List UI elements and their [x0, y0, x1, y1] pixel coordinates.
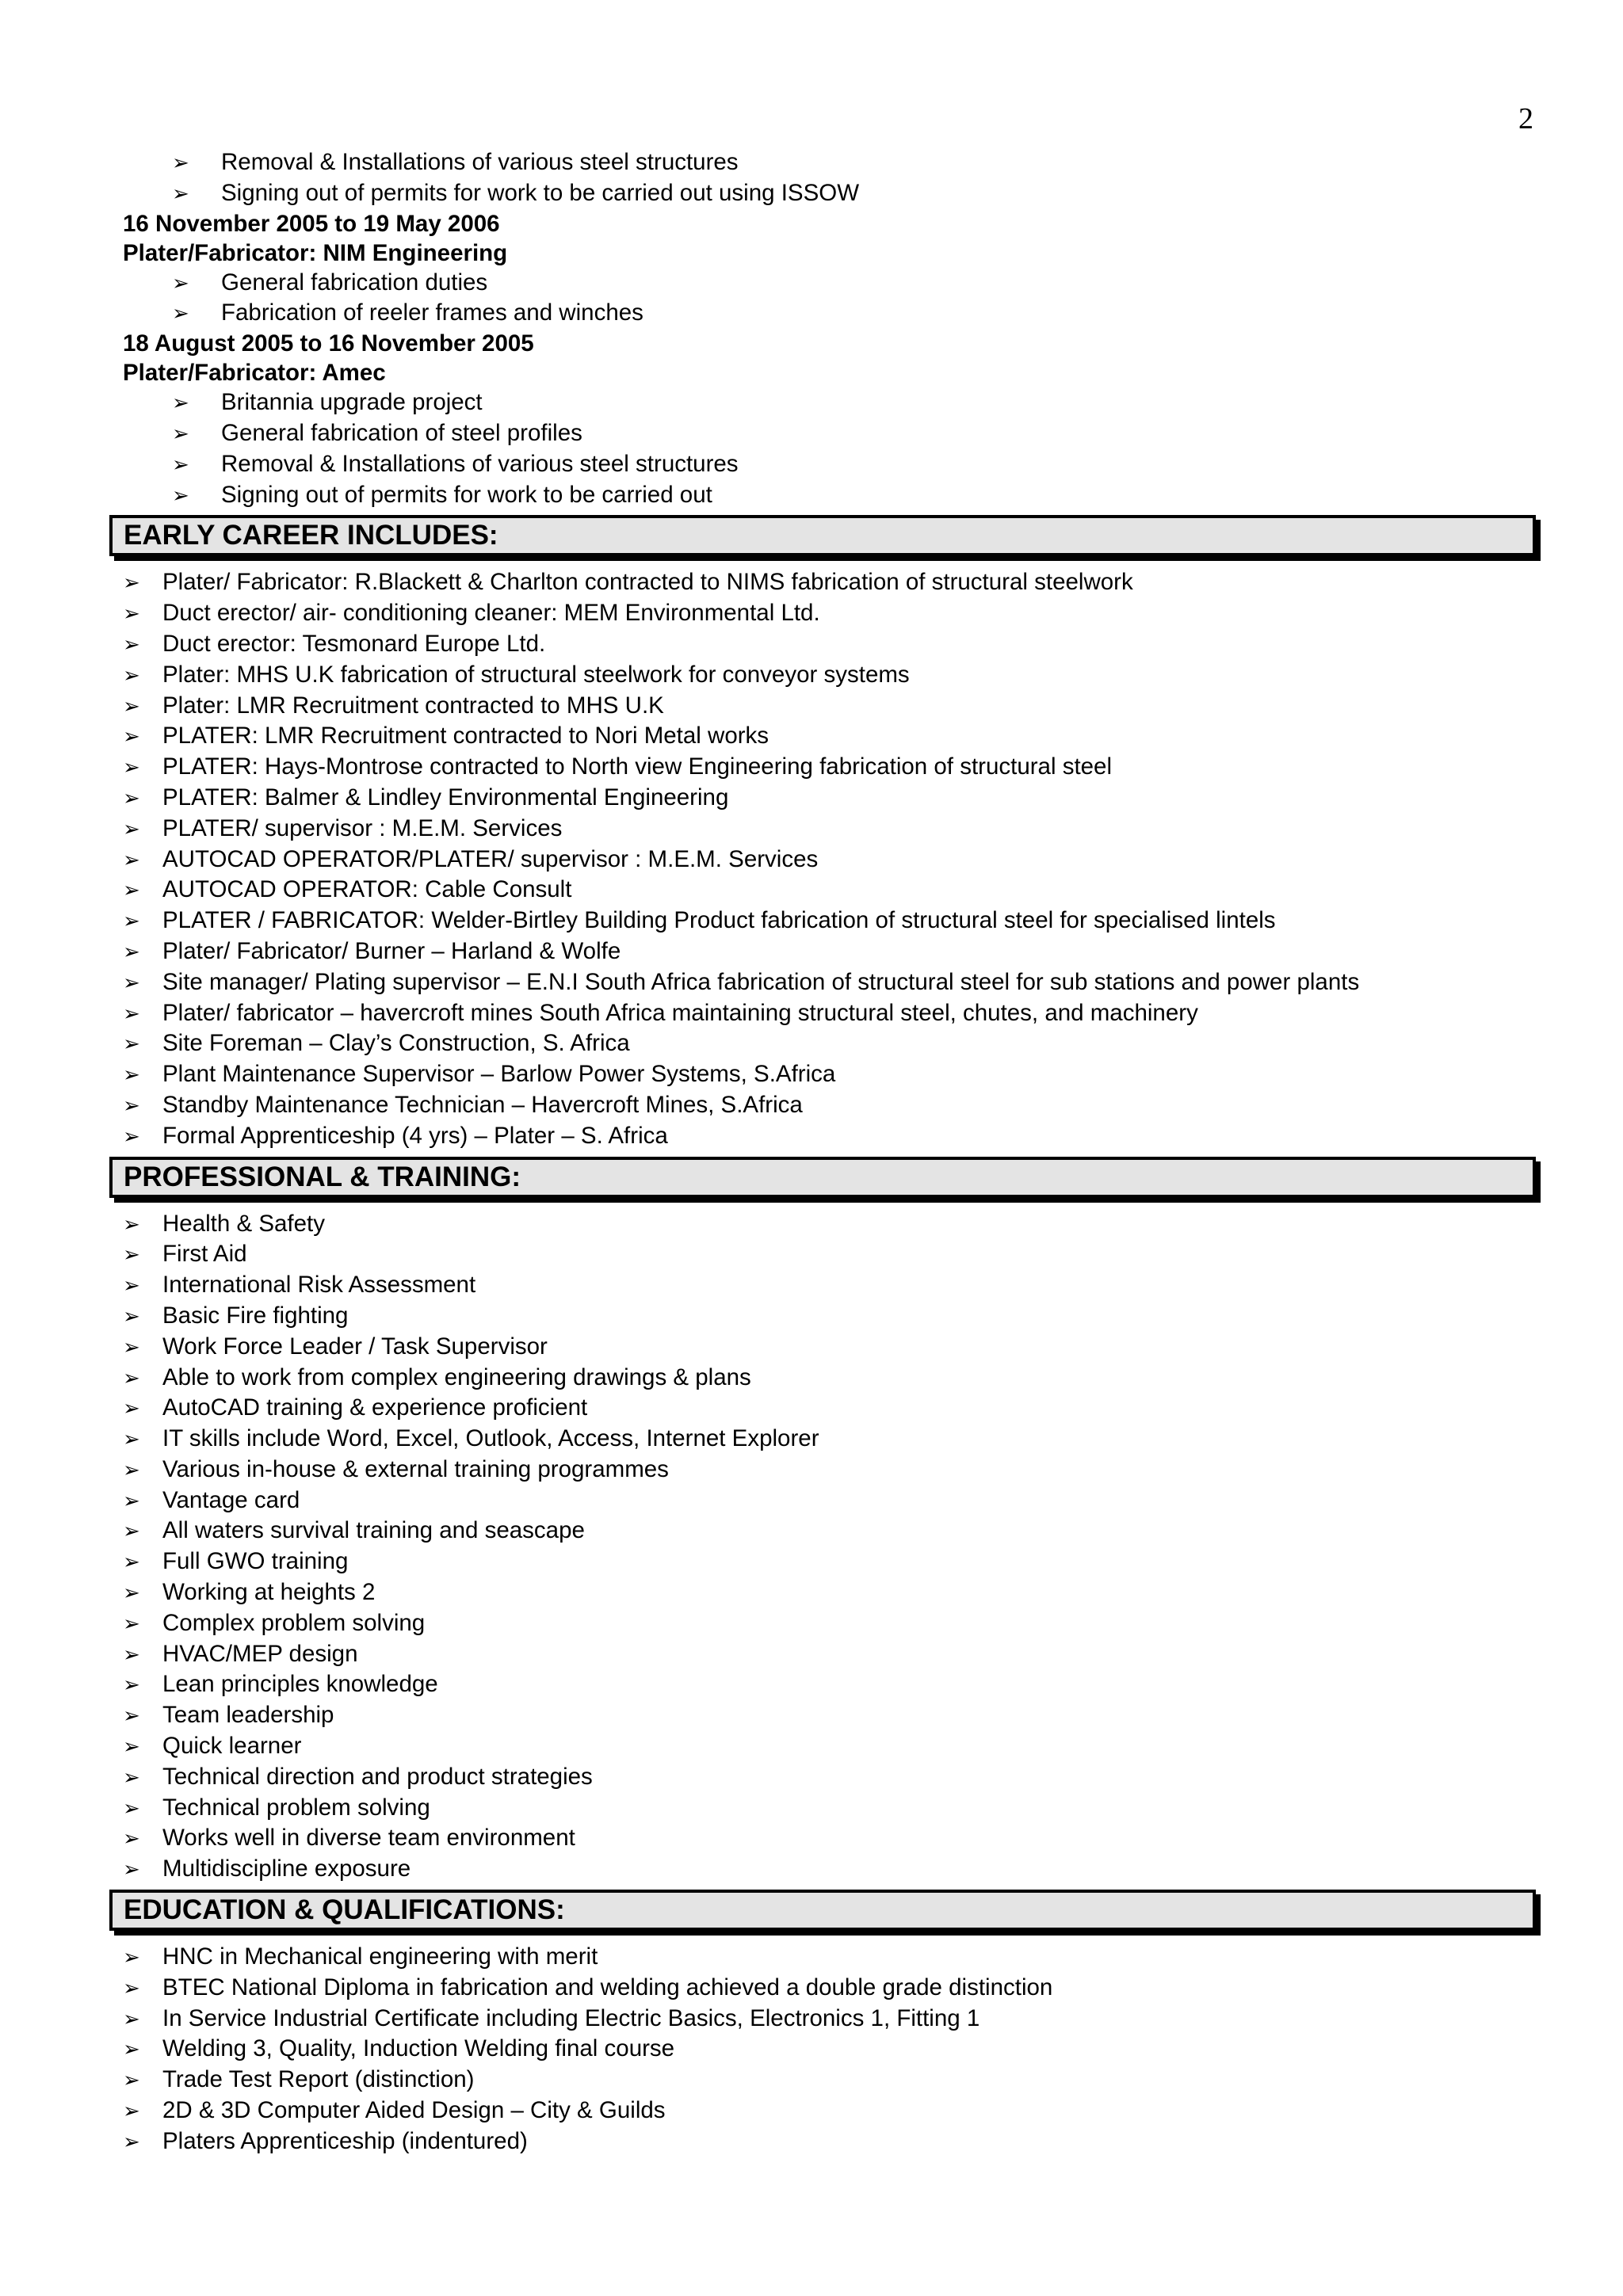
list-item: [123, 567, 1549, 598]
arrow-bullet-icon: ➢: [123, 2069, 140, 2093]
list-item: [123, 1393, 1549, 1424]
list-item: [123, 147, 1549, 178]
list-item: [123, 845, 1549, 875]
list-item: [123, 1270, 1549, 1301]
list-item: [123, 1486, 1549, 1516]
arrow-bullet-icon: ➢: [123, 2038, 140, 2062]
list-item-text: Site manager/ Plating supervisor – E.N.I South Africa fabrication of structural steel for sub stations and power plants: [162, 968, 1360, 995]
list-item: [123, 1700, 1549, 1731]
arrow-bullet-icon: ➢: [123, 1765, 140, 1790]
list-item-text: Plant Maintenance Supervisor – Barlow Power Systems, S.Africa: [162, 1061, 836, 1088]
arrow-bullet-icon: ➢: [123, 1212, 140, 1237]
list-item-text: Site Foreman – Clay’s Construction, S. Africa: [162, 1030, 630, 1057]
arrow-bullet-icon: ➢: [123, 940, 140, 964]
list-item-text: Plater: LMR Recruitment contracted to MHS U.K: [162, 692, 664, 719]
list-item-text: PLATER / FABRICATOR: Welder-Birtley Building Product fabrication of structural steel for specialised lintels: [162, 907, 1276, 934]
list-item: [123, 418, 1549, 449]
job-bullets: [123, 268, 1549, 330]
job-role: Plater/Fabricator: NIM Engineering: [123, 239, 508, 266]
list-item-text: Plater/ Fabricator/ Burner – Harland & Wolfe: [162, 937, 621, 964]
list-item: [123, 1793, 1549, 1824]
list-item-text: Multidiscipline exposure: [162, 1855, 411, 1882]
arrow-bullet-icon: ➢: [123, 1001, 140, 1026]
list-item-text: Duct erector: Tesmonard Europe Ltd.: [162, 630, 546, 657]
list-item: [123, 2004, 1549, 2035]
arrow-bullet-icon: ➢: [123, 1093, 140, 1118]
arrow-bullet-icon: ➢: [123, 1796, 140, 1821]
list-item-text: HNC in Mechanical engineering with merit: [162, 1943, 598, 1970]
arrow-bullet-icon: ➢: [172, 151, 189, 175]
section-heading-text: EARLY CAREER INCLUDES:: [109, 515, 1536, 556]
job-dates: 16 November 2005 to 19 May 2006: [123, 210, 500, 237]
arrow-bullet-icon: ➢: [123, 1458, 140, 1482]
arrow-bullet-icon: ➢: [172, 181, 189, 206]
list-item-text: Work Force Leader / Task Supervisor: [162, 1333, 548, 1360]
list-item-text: PLATER: LMR Recruitment contracted to Nori Metal works: [162, 723, 769, 749]
list-item: [123, 387, 1549, 418]
list-item-text: Removal & Installations of various steel structures: [221, 450, 739, 477]
list-item-text: Signing out of permits for work to be carried out using ISSOW: [221, 179, 860, 206]
arrow-bullet-icon: ➢: [123, 910, 140, 934]
list-item: [123, 1209, 1549, 1240]
arrow-bullet-icon: ➢: [123, 1581, 140, 1606]
list-item-text: Welding 3, Quality, Induction Welding final course: [162, 2035, 675, 2062]
resume-content: [123, 147, 1549, 2157]
list-item: [123, 814, 1549, 845]
list-item-text: Formal Apprenticeship (4 yrs) – Plater – S. Africa: [162, 1122, 668, 1149]
arrow-bullet-icon: ➢: [123, 663, 140, 688]
list-item: [123, 721, 1549, 752]
arrow-bullet-icon: ➢: [123, 1550, 140, 1575]
list-item: [123, 660, 1549, 691]
list-item-text: Standby Maintenance Technician – Havercroft Mines, S.Africa: [162, 1091, 803, 1118]
list-item-text: Quick learner: [162, 1733, 302, 1760]
arrow-bullet-icon: ➢: [123, 1642, 140, 1667]
list-item-text: General fabrication of steel profiles: [221, 419, 582, 446]
list-item-text: PLATER: Balmer & Lindley Environmental Engineering: [162, 784, 729, 810]
list-item-text: AUTOCAD OPERATOR: Cable Consult: [162, 876, 572, 903]
list-item: [123, 1239, 1549, 1270]
list-item: [123, 752, 1549, 783]
list-item: [123, 2096, 1549, 2126]
list-item-text: Fabrication of reeler frames and winches: [221, 299, 643, 326]
arrow-bullet-icon: ➢: [123, 1274, 140, 1299]
arrow-bullet-icon: ➢: [172, 452, 189, 477]
arrow-bullet-icon: ➢: [172, 302, 189, 326]
list-item-text: Health & Safety: [162, 1210, 325, 1237]
list-item-text: All waters survival training and seascape: [162, 1517, 585, 1544]
arrow-bullet-icon: ➢: [123, 756, 140, 780]
arrow-bullet-icon: ➢: [123, 571, 140, 596]
list-item-text: Team leadership: [162, 1702, 334, 1729]
arrow-bullet-icon: ➢: [172, 391, 189, 416]
arrow-bullet-icon: ➢: [123, 1704, 140, 1729]
list-item-text: Full GWO training: [162, 1548, 349, 1575]
professional-list: [123, 1209, 1549, 1886]
list-item-text: Plater/ fabricator – havercroft mines South Africa maintaining structural steel, chutes, and machinery: [162, 999, 1198, 1026]
arrow-bullet-icon: ➢: [172, 483, 189, 508]
arrow-bullet-icon: ➢: [123, 848, 140, 872]
arrow-bullet-icon: ➢: [123, 879, 140, 903]
arrow-bullet-icon: ➢: [123, 632, 140, 657]
arrow-bullet-icon: ➢: [123, 694, 140, 719]
list-item-text: Vantage card: [162, 1486, 300, 1513]
list-item-text: Complex problem solving: [162, 1609, 426, 1636]
list-item: [123, 1332, 1549, 1363]
arrow-bullet-icon: ➢: [123, 725, 140, 749]
early-career-list: [123, 567, 1549, 1151]
list-item-text: Plater: MHS U.K fabrication of structural steelwork for conveyor systems: [162, 661, 910, 688]
list-item-text: AutoCAD training & experience proficient: [162, 1394, 588, 1421]
list-item-text: PLATER: Hays-Montrose contracted to North view Engineering fabrication of structural steel: [162, 753, 1113, 780]
list-item-text: Britannia upgrade project: [221, 389, 483, 416]
list-item: [123, 1823, 1549, 1854]
list-item: [123, 1059, 1549, 1090]
arrow-bullet-icon: ➢: [123, 1827, 140, 1852]
list-item: [123, 1639, 1549, 1670]
list-item: [123, 1731, 1549, 1762]
list-item: [123, 1455, 1549, 1486]
list-item: [123, 480, 1549, 511]
arrow-bullet-icon: ➢: [123, 1397, 140, 1421]
arrow-bullet-icon: ➢: [123, 1611, 140, 1636]
list-item: [123, 967, 1549, 998]
page-number: 2: [1518, 102, 1533, 135]
list-item: [123, 298, 1549, 329]
list-item: [123, 1090, 1549, 1121]
list-item: [123, 1577, 1549, 1608]
list-item-text: Signing out of permits for work to be carried out: [221, 481, 712, 508]
arrow-bullet-icon: ➢: [123, 971, 140, 995]
arrow-bullet-icon: ➢: [123, 1032, 140, 1057]
list-item-text: Various in-house & external training programmes: [162, 1455, 669, 1482]
list-item: [123, 875, 1549, 906]
list-item: [123, 2034, 1549, 2065]
list-item: [123, 1424, 1549, 1455]
section-heading-text: EDUCATION & QUALIFICATIONS:: [109, 1890, 1536, 1931]
arrow-bullet-icon: ➢: [123, 2007, 140, 2031]
list-item: [123, 1942, 1549, 1973]
list-item-text: In Service Industrial Certificate including Electric Basics, Electronics 1, Fitting 1: [162, 2004, 980, 2031]
list-item: [123, 783, 1549, 814]
list-item: [123, 998, 1549, 1029]
arrow-bullet-icon: ➢: [123, 1063, 140, 1088]
list-item-text: Technical problem solving: [162, 1794, 430, 1821]
list-item-text: General fabrication duties: [221, 269, 488, 296]
section-heading-early-career: [109, 513, 1549, 564]
list-item: [123, 178, 1549, 209]
list-item: [123, 1363, 1549, 1394]
job-dates: 18 August 2005 to 16 November 2005: [123, 330, 534, 357]
list-item: [123, 2065, 1549, 2096]
list-item: [123, 1516, 1549, 1547]
list-item: [123, 1973, 1549, 2004]
list-item: [123, 1301, 1549, 1332]
arrow-bullet-icon: ➢: [172, 421, 189, 446]
list-item: [123, 691, 1549, 722]
list-item-text: AUTOCAD OPERATOR/PLATER/ supervisor : M.E.M. Services: [162, 845, 819, 872]
list-item: [123, 268, 1549, 299]
list-item: [123, 629, 1549, 660]
list-item-text: Duct erector/ air- conditioning cleaner: MEM Environmental Ltd.: [162, 600, 820, 627]
list-item: [123, 1028, 1549, 1059]
arrow-bullet-icon: ➢: [123, 1946, 140, 1970]
list-item: [123, 1762, 1549, 1793]
list-item-text: Works well in diverse team environment: [162, 1825, 575, 1852]
list-item-text: International Risk Assessment: [162, 1272, 476, 1299]
list-item-text: Plater/ Fabricator: R.Blackett & Charlton contracted to NIMS fabrication of structural steelwork: [162, 569, 1133, 596]
arrow-bullet-icon: ➢: [123, 1673, 140, 1698]
list-item-text: Trade Test Report (distinction): [162, 2066, 475, 2093]
list-item-text: Basic Fire fighting: [162, 1302, 349, 1329]
section-heading-professional: [109, 1155, 1549, 1206]
arrow-bullet-icon: ➢: [123, 1428, 140, 1452]
section-heading-text: PROFESSIONAL & TRAINING:: [109, 1157, 1536, 1198]
section-heading-education: [109, 1888, 1549, 1939]
arrow-bullet-icon: ➢: [123, 817, 140, 841]
arrow-bullet-icon: ➢: [123, 2130, 140, 2154]
list-item: [123, 449, 1549, 480]
job-bullets: [123, 387, 1549, 510]
job-role: Plater/Fabricator: Amec: [123, 360, 386, 387]
arrow-bullet-icon: ➢: [123, 786, 140, 810]
list-item-text: Technical direction and product strategies: [162, 1763, 593, 1790]
list-item: [123, 936, 1549, 967]
list-item-text: BTEC National Diploma in fabrication and welding achieved a double grade distinction: [162, 1974, 1053, 2000]
arrow-bullet-icon: ➢: [172, 271, 189, 296]
arrow-bullet-icon: ➢: [123, 1366, 140, 1390]
arrow-bullet-icon: ➢: [123, 1335, 140, 1360]
list-item-text: Working at heights 2: [162, 1579, 376, 1606]
list-item: [123, 1547, 1549, 1577]
arrow-bullet-icon: ➢: [123, 1489, 140, 1513]
list-item: [123, 598, 1549, 629]
arrow-bullet-icon: ➢: [123, 602, 140, 627]
arrow-bullet-icon: ➢: [123, 1858, 140, 1882]
education-list: [123, 1942, 1549, 2157]
list-item-text: PLATER/ supervisor : M.E.M. Services: [162, 814, 563, 841]
list-item: [123, 2126, 1549, 2157]
list-item-text: Removal & Installations of various steel structures: [221, 149, 739, 175]
arrow-bullet-icon: ➢: [123, 1520, 140, 1544]
list-item-text: 2D & 3D Computer Aided Design – City & Guilds: [162, 2097, 666, 2124]
list-item: [123, 1121, 1549, 1152]
arrow-bullet-icon: ➢: [123, 2100, 140, 2124]
previous-job-bullets: [123, 147, 1549, 209]
list-item-text: IT skills include Word, Excel, Outlook, Access, Internet Explorer: [162, 1425, 819, 1452]
arrow-bullet-icon: ➢: [123, 1124, 140, 1149]
list-item-text: Able to work from complex engineering drawings & plans: [162, 1363, 751, 1390]
list-item-text: First Aid: [162, 1241, 247, 1268]
arrow-bullet-icon: ➢: [123, 1304, 140, 1329]
list-item: [123, 1669, 1549, 1700]
list-item: [123, 1608, 1549, 1639]
arrow-bullet-icon: ➢: [123, 1243, 140, 1268]
list-item-text: HVAC/MEP design: [162, 1640, 358, 1667]
list-item: [123, 1854, 1549, 1885]
arrow-bullet-icon: ➢: [123, 1976, 140, 2000]
list-item-text: Platers Apprenticeship (indentured): [162, 2127, 528, 2154]
list-item: [123, 906, 1549, 936]
list-item-text: Lean principles knowledge: [162, 1671, 438, 1698]
arrow-bullet-icon: ➢: [123, 1735, 140, 1760]
